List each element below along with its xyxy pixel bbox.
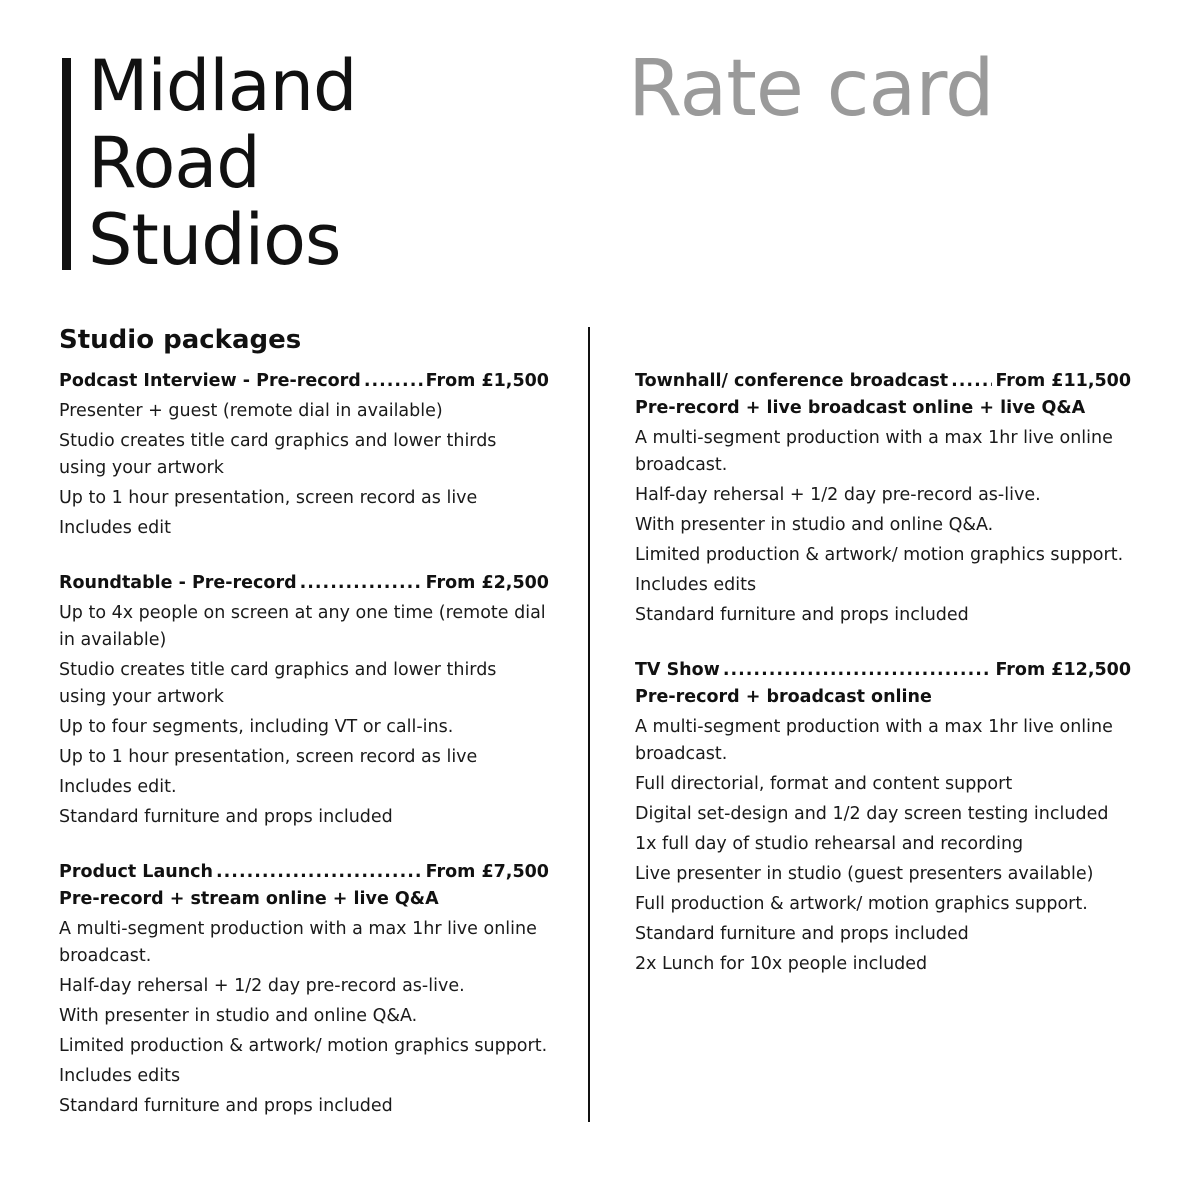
package-price: From £7,500 (425, 862, 549, 882)
package-details (59, 600, 549, 831)
package-detail-line: Standard furniture and props included (59, 1096, 393, 1116)
package-details (59, 916, 549, 1120)
package-detail-line: Standard furniture and props included (635, 924, 969, 944)
package-detail-line: Limited production & artwork/ motion graphics support. (635, 545, 1124, 565)
package-block (59, 570, 549, 831)
package-name: Podcast Interview - Pre-record (59, 371, 361, 391)
package-detail-line: Standard furniture and props included (635, 605, 969, 625)
package-header (635, 368, 1131, 395)
package-name: Roundtable - Pre-record (59, 573, 297, 593)
package-detail-line: Up to 1 hour presentation, screen record as live (59, 747, 478, 767)
dot-leader (300, 570, 423, 597)
package-detail-line: Full production & artwork/ motion graphics support. (635, 894, 1088, 914)
package-price: From £11,500 (995, 371, 1131, 391)
package-subtitle: Pre-record + live broadcast online + live Q&A (635, 398, 1086, 418)
column-divider (588, 327, 590, 1122)
package-details (59, 398, 549, 542)
package-detail-line: Up to 4x people on screen at any one time (remote dial in available) (59, 603, 546, 650)
package-name: Townhall/ conference broadcast (635, 371, 949, 391)
package-detail-line: Live presenter in studio (guest presenters available) (635, 864, 1094, 884)
dot-leader (723, 657, 993, 684)
package-detail-line: Studio creates title card graphics and lower thirds using your artwork (59, 660, 497, 707)
package-detail-line: With presenter in studio and online Q&A. (59, 1006, 418, 1026)
page-title: Rate card (628, 44, 994, 134)
brand-line: Road (88, 122, 260, 204)
package-details (635, 714, 1131, 978)
package-header (59, 570, 549, 597)
package-detail-line: Half-day rehersal + 1/2 day pre-record as-live. (635, 485, 1041, 505)
package-detail-line: Limited production & artwork/ motion graphics support. (59, 1036, 548, 1056)
brand-line: Midland (88, 45, 357, 127)
package-price: From £2,500 (425, 573, 549, 593)
package-detail-line: Presenter + guest (remote dial in available) (59, 401, 443, 421)
package-subtitle: Pre-record + stream online + live Q&A (59, 889, 439, 909)
package-detail-line: Digital set-design and 1/2 day screen testing included (635, 804, 1109, 824)
package-detail-line: Up to 1 hour presentation, screen record as live (59, 488, 478, 508)
package-block (635, 657, 1131, 978)
brand-line: Studios (88, 199, 341, 281)
package-block (59, 859, 549, 1120)
package-detail-line: Includes edits (635, 575, 757, 595)
package-detail-line: 1x full day of studio rehearsal and recording (635, 834, 1024, 854)
package-detail-line: Studio creates title card graphics and lower thirds using your artwork (59, 431, 497, 478)
brand-logo (88, 45, 357, 281)
package-detail-line: Standard furniture and props included (59, 807, 393, 827)
brand-bar (62, 58, 71, 270)
package-detail-line: A multi-segment production with a max 1hr live online broadcast. (59, 919, 537, 966)
dot-leader (951, 368, 992, 395)
package-block (59, 368, 549, 542)
left-column (59, 368, 549, 1148)
package-detail-line: Includes edit (59, 518, 171, 538)
package-detail-line: Includes edit. (59, 777, 177, 797)
package-details (635, 425, 1131, 629)
package-name: Product Launch (59, 862, 214, 882)
dot-leader (364, 368, 423, 395)
section-heading: Studio packages (59, 325, 302, 355)
package-detail-line: A multi-segment production with a max 1hr live online broadcast. (635, 428, 1113, 475)
package-price: From £1,500 (425, 371, 549, 391)
package-name: TV Show (635, 660, 720, 680)
package-header (59, 859, 549, 886)
package-header (59, 368, 549, 395)
package-detail-line: A multi-segment production with a max 1hr live online broadcast. (635, 717, 1113, 764)
package-detail-line: Half-day rehersal + 1/2 day pre-record as-live. (59, 976, 465, 996)
package-detail-line: Full directorial, format and content support (635, 774, 1013, 794)
package-detail-line: With presenter in studio and online Q&A. (635, 515, 994, 535)
package-header (635, 657, 1131, 684)
dot-leader (216, 859, 423, 886)
package-detail-line: 2x Lunch for 10x people included (635, 954, 928, 974)
package-detail-line: Up to four segments, including VT or call-ins. (59, 717, 454, 737)
package-detail-line: Includes edits (59, 1066, 181, 1086)
right-column (635, 368, 1131, 1006)
package-price: From £12,500 (995, 660, 1131, 680)
package-block (635, 368, 1131, 629)
package-subtitle: Pre-record + broadcast online (635, 687, 932, 707)
